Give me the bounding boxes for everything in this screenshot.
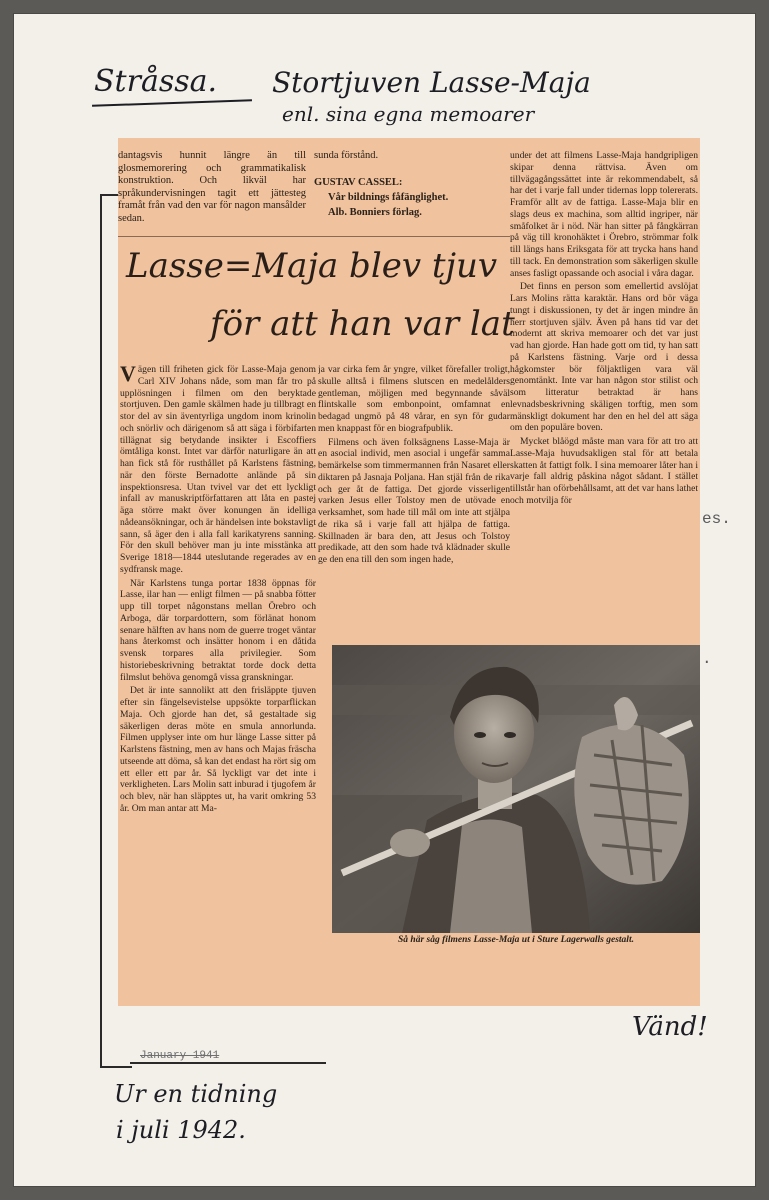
clipping-top-left-text (118, 150, 306, 227)
column-2-paragraph-1: ja var cirka fem år yngre, vilket förefaller troligt, skulle alltså i filmens slutscen en medelålders gentleman, möjligen med begynnande såväl flintskalle som embonpoint, omfamnat en bedagad ungmö på 48 vårar, en syn för gudar men knappast för en biografpublik. (318, 364, 510, 434)
film-still-image (332, 645, 700, 933)
top-left-paragraph: dantagsvis hunnit längre än till glosmemorering och grammatikalisk konstruktion. Och likväl har språkundervisningen tagit ett jättesteg framåt från vad den var för nagon mansålder sedan. (118, 150, 306, 224)
article-column-1 (120, 364, 316, 962)
name-underline (92, 99, 252, 107)
article-column-3 (510, 150, 698, 630)
column-2-paragraph-2: Filmens och även folksägnens Lasse-Maja är en asocial individ, men asocial i ungefär samma bemärkelse som timmermannen från Nasaret eller diktaren på Jasnaja Poljana. Han stjäl från de rika och ger åt de fattiga. Det gjorde visserligen varken Jesus eller Tolstoy men de utövade en verksamhet, som hade till mål om inte att stjälpa de rika så i varje fall att hjälpa de fattiga. Skillnaden är bara den, att Jesus och Tolstoy predikade, att den som hade två klädnader skulle ge den ena till den som ingen hade, (318, 436, 510, 565)
drop-cap: V (120, 364, 136, 386)
column-3-paragraph-2: Det finns en person som emellertid avslöjat Lars Molins rätta karaktär. Hans ord bör väga tungt i diskussionen, ty det är ingen mindre än herr stortjuven själv. Även på hans tid var det modernt att skriva memoarer och det var just vad han gjorde. Han hade gott om tid, ty han satt på Karlstens fästning. Varje ord i dessa hågkomster bör följaktligen vara väl genomtänkt. Inte var han någon stor stilist och som litteratur betraktad är hans levnadsbeskrivning skäligen torftig, men som mänskligt dokument har den en hel del att säga om den populäre boven. (510, 281, 698, 434)
handwritten-title: Stortjuven Lasse-Maja (272, 66, 591, 99)
article-column-2 (318, 364, 510, 632)
film-still-photo (332, 645, 700, 933)
column-1-paragraph-1: Vägen till friheten gick för Lasse-Maja genom Carl XIV Johans nåde, som man får tro på upplösningen i filmen om den beryktade stortjuven. Den gamle skälmen hade ju tillbragt en stor del av sin äventyrliga ungdom inom krinolin och snörliv och därigenom så att säga i förbifarten tillägnat sig betydande insikter i Escoffiers ömtåliga konst. Intet var därför naturligare än att han fick stå för rusthållet på Karlstens fästning, när den förste Bernadotte anlände på sin inspektionsresa. Utan tvivel var det ett lyckligt infall av manuskriptförfattaren att låta en pastej äga större makt över konungen än idelliga nådeansökningar, och är händelsen inte bokstavligt sann, så äger den i alla fall karikatyrens sanning. För den skull behöver man ju inte misstänka att Sverige 1818—1844 uteslutande regerades av en sydfransk mage. (120, 364, 316, 575)
background-fragment-dot: . (702, 650, 712, 668)
handwritten-turn-note: Vänd! (632, 1012, 708, 1042)
column-3-paragraph-1: under det att filmens Lasse-Maja handgripligen skipar denna rättvisa. Även om tillvägagångssättet inte är rekommendabelt, så har det i varje fall under tidernas lopp tolererats. Framför allt av de fattiga. Lasse-Maja blir en slags deus ex machina, som alltid ingriper, när småfolket är i nöd. När han sitter på fångkärran på väg till kronohäktet i Örebro, strömmar folk till längs hans Eriksgata för att trycka hans hand till tack. En demonstration som säkerligen skulle anses fasligt opassande och asocial i våra dagar. (510, 150, 698, 279)
article-headline-line1: Lasse=Maja blev tjuv (126, 246, 498, 286)
review-publisher: Alb. Bonniers förlag. (328, 206, 422, 218)
article-headline-line2: för att han var lat (210, 304, 515, 344)
background-footer: January 1941 (140, 1050, 220, 1062)
archive-sheet (14, 14, 755, 1186)
column-1-paragraph-3: Det är inte sannolikt att den frisläppte tjuven efter sin fängelsevistelse uppsökte torparflickan Maja. Och gjorde han det, så gestaltade sig säkerligen deras möte en smula annorlunda. Filmen upplyser inte om hur länge Lasse sitter på Karlstens fästning, men av hans och Majas fräscha utseende att döma, så kan det endast ha rört sig om ett eller ett par år. Så lyckligt var det inte i verkligheten. Lars Molin satt inburad i tjugofem år och blev, när han släpptes ut, ha varit omkring 53 år. Om man antar att Ma- (120, 685, 316, 814)
review-book-title: Vår bildnings fåfänglighet. (328, 192, 449, 203)
section-divider (118, 236, 510, 237)
top-mid-line: sunda förstånd. (314, 150, 379, 161)
clipping-top-mid (314, 150, 510, 221)
background-rule (130, 1062, 326, 1064)
handwritten-source-line-1: Ur en tidning (114, 1080, 278, 1108)
handwritten-name: Stråssa. (94, 64, 218, 99)
review-signature: GUSTAV CASSEL: (314, 176, 403, 188)
handwritten-subtitle: enl. sina egna memoarer (282, 102, 535, 126)
column-3-paragraph-3: Mycket blåögd måste man vara för att tro att Lasse-Maja huvudsakligen stal för att betala skatten åt fattigt folk. I sina memoarer låter han i varje fall aldrig påskina något sådant. I stället tillstår han oförbehållsamt, att det var hans lathet och motvilja för (510, 436, 698, 506)
handwritten-source-line-2: i juli 1942. (116, 1116, 246, 1144)
background-fragment-es: es. (702, 510, 731, 528)
photo-caption: Så här såg filmens Lasse-Maja ut i Sture Lagerwalls gestalt. (398, 935, 634, 945)
column-1-paragraph-2: När Karlstens tunga portar 1838 öppnas för Lasse, ilar han — enligt filmen — på snabba fötter upp till torpet någonstans mellan Örebro och Arboga, där torpardottern, som förlänat honom senare hälften av hans nom de guerre troget väntar hans återkomst och insätter honom i en dåtida svensk torpares alla privilegier. Som historiebeskrivning betraktat torde dock detta filmslut behöva genomgå vissa granskningar. (120, 577, 316, 683)
